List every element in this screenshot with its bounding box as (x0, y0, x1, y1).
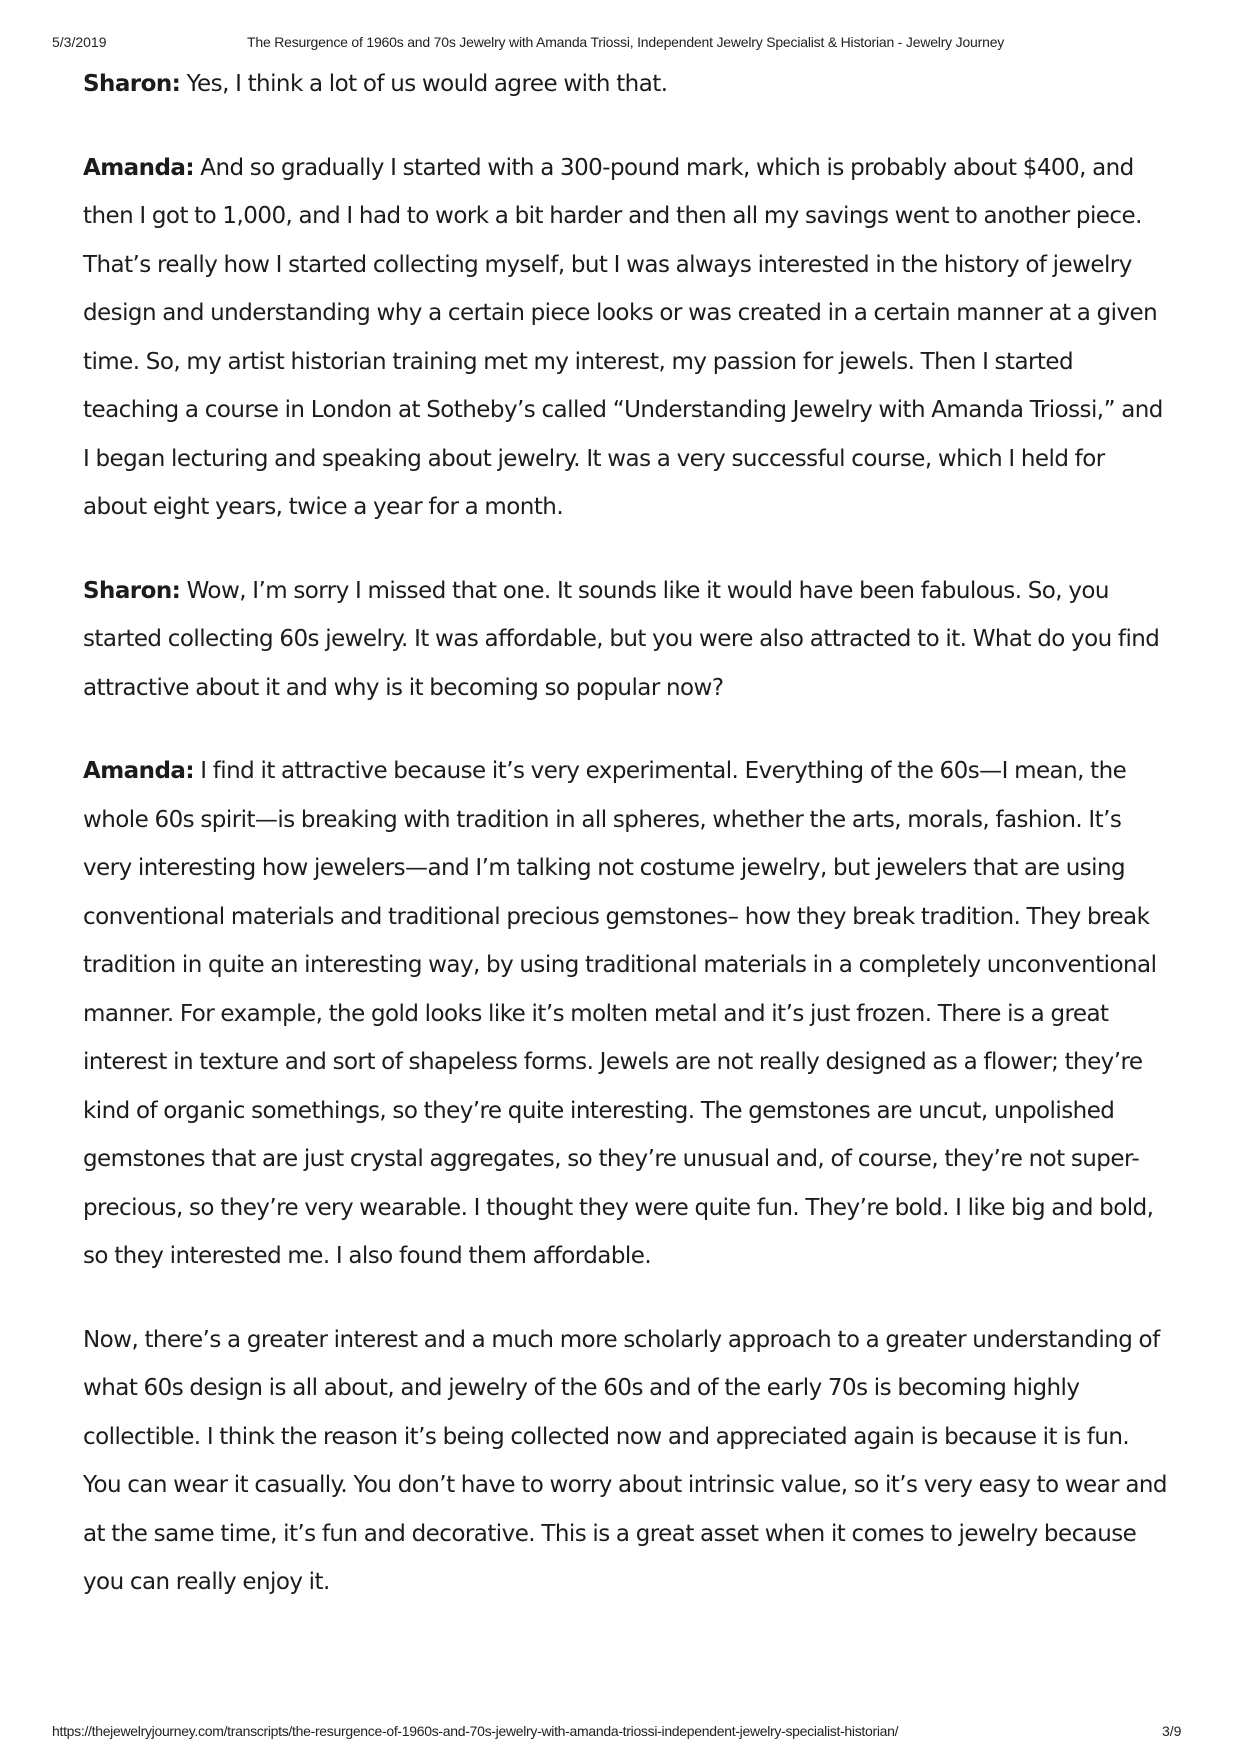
paragraph-text: Yes, I think a lot of us would agree with that. (180, 71, 668, 97)
transcript-paragraph (83, 144, 1168, 532)
print-date: 5/3/2019 (52, 34, 107, 50)
transcript-paragraph (83, 747, 1168, 1281)
paragraph-text: And so gradually I started with a 300-pound mark, which is probably about $400, and then I got to 1,000, and I had to work a bit harder and then all my savings went to another piece. That’s really how I started collecting myself, but I was always interested in the history of jewelry design and understanding why a certain piece looks or was created in a certain manner at a given time. So, my artist historian training met my interest, my passion for jewels. Then I started teaching a course in London at Sotheby’s called “Understanding Jewelry with Amanda Triossi,” and I began lecturing and speaking about jewelry. It was a very successful course, which I held for about eight years, twice a year for a month. (83, 154, 1163, 520)
speaker-label: Sharon: (83, 71, 181, 97)
transcript-paragraph (83, 1316, 1168, 1607)
transcript-paragraph (83, 60, 1168, 109)
speaker-label: Amanda: (83, 154, 194, 181)
page-number: 3/9 (1162, 1723, 1182, 1739)
paragraph-text: I find it attractive because it’s very experimental. Everything of the 60s—I mean, the whole 60s spirit—is breaking with tradition in all spheres, whether the arts, morals, fashion. It’s very interesting how jewelers—and I’m talking not costume jewelry, but jewelers that are using conventional materials and traditional precious gemstones– how they break tradition. They break tradition in quite an interesting way, by using traditional materials in a completely unconventional manner. For example, the gold looks like it’s molten metal and it’s just frozen. There is a great interest in texture and sort of shapeless forms. Jewels are not really designed as a flower; they’re kind of organic somethings, so they’re quite interesting. The gemstones are uncut, unpolished gemstones that are just crystal aggregates, so they’re unusual and, of course, they’re not super-precious, so they’re very wearable. I thought they were quite fun. They’re bold. I like big and bold, so they interested me. I also found them affordable. (83, 758, 1157, 1269)
transcript-body (83, 60, 1168, 1642)
speaker-label: Sharon: (83, 577, 181, 604)
print-page-url: https://thejewelryjourney.com/transcripts/the-resurgence-of-1960s-and-70s-jewelry-with-amanda-triossi-independent-jewelry-specialist-historian/ (52, 1723, 899, 1739)
paragraph-text: Now, there’s a greater interest and a much more scholarly approach to a greater understanding of what 60s design is all about, and jewelry of the 60s and of the early 70s is becoming highly collectible. I think the reason it’s being collected now and appreciated again is because it is fun. You can wear it casually. You don’t have to worry about intrinsic value, so it’s very easy to wear and at the same time, it’s fun and decorative. This is a great asset when it comes to jewelry because you can really enjoy it. (83, 1326, 1167, 1595)
print-page-title: The Resurgence of 1960s and 70s Jewelry with Amanda Triossi, Independent Jewelry Specialist & Historian - Jewelry Journey (247, 34, 1005, 50)
transcript-paragraph (83, 567, 1168, 713)
speaker-label: Amanda: (83, 758, 194, 784)
paragraph-text: Wow, I’m sorry I missed that one. It sounds like it would have been fabulous. So, you started collecting 60s jewelry. It was affordable, but you were also attracted to it. What do you find attractive about it and why is it becoming so popular now? (83, 577, 1160, 701)
